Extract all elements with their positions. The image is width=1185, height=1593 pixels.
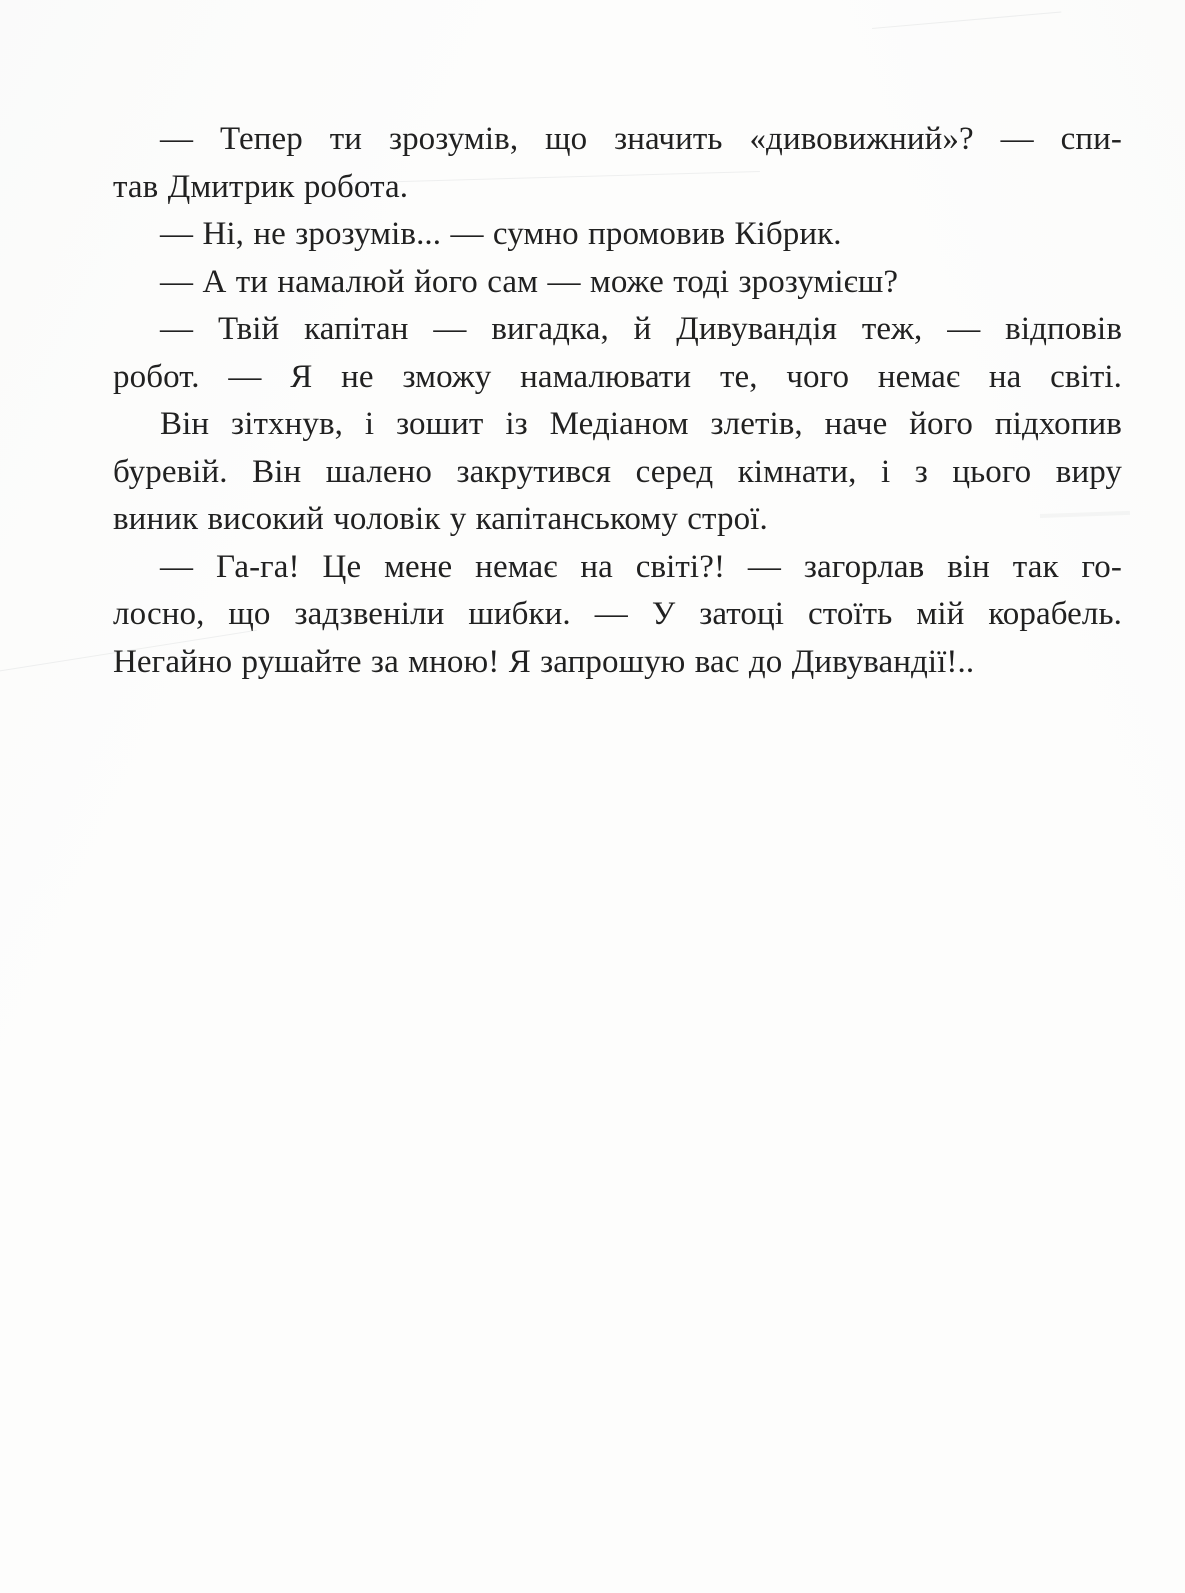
page-text	[113, 116, 1122, 686]
text-line: Він зітхнув, і зошит із Медіаном злетів, наче його підхопив	[160, 406, 1122, 442]
text-line: — Тепер ти зрозумів, що значить «дивовижний»? — спи-	[160, 121, 1122, 157]
text-line: — Твій капітан — вигадка, й Дивувандія теж, — відповів	[160, 311, 1122, 347]
paragraph	[113, 401, 1122, 544]
paragraph	[113, 259, 1122, 307]
text-line: — А ти намалюй його сам — може тоді зрозумієш?	[160, 263, 899, 300]
paragraph	[113, 544, 1122, 687]
text-line: — Ні, не зрозумів... — сумно промовив Кібрик.	[160, 216, 842, 252]
scan-crease-top-right	[872, 11, 1061, 29]
text-line: лосно, що задзвеніли шибки. — У затоці стоїть мій корабель.	[113, 596, 1122, 632]
text-line: тав Дмитрик робота.	[113, 168, 409, 205]
text-line: Негайно рушайте за мною! Я запрошую вас до Дивувандії!..	[113, 643, 975, 680]
text-line: буревій. Він шалено закрутився серед кімнати, і з цього виру	[113, 453, 1122, 490]
text-line: робот. — Я не зможу намалювати те, чого немає на світі.	[113, 358, 1122, 395]
paragraph	[113, 211, 1122, 259]
paragraph	[113, 306, 1122, 401]
text-line: виник високий чоловік у капітанському строї.	[113, 501, 768, 537]
text-line: — Га-га! Це мене немає на світі?! — загорлав він так го-	[160, 548, 1122, 585]
paragraph	[113, 116, 1122, 211]
